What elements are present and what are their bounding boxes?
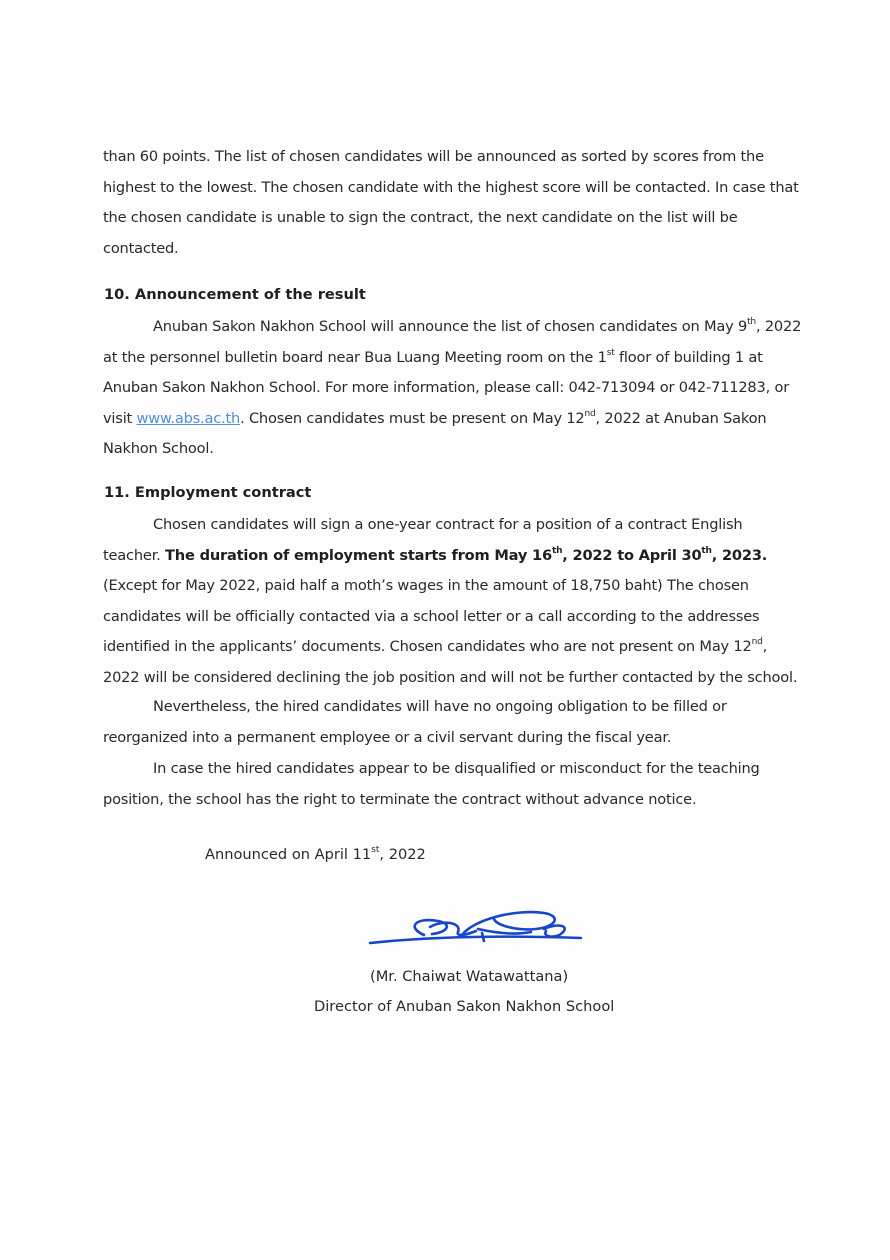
section-10-paragraph: Anuban Sakon Nakhon School will announce the list of chosen candidates on May 9th, 2022 at the personnel bulletin board near Bua Luang Meeting room on the 1st floor of building 1 at Anuban Sakon Nakhon School. For more information, please call: 042-713094 or 042-711283, or visit www.abs.ac.th. Chosen candidates must be present on May 12nd, 2022 at Anuban Sakon Nakhon School. bbox=[103, 317, 802, 457]
signatory-name: (Mr. Chaiwat Watawattana) bbox=[370, 968, 569, 985]
section-10-heading: 10. Announcement of the result bbox=[104, 286, 366, 303]
director-signature bbox=[366, 905, 586, 955]
section-11-heading: 11. Employment contract bbox=[104, 484, 312, 501]
announcement-date: Announced on April 11st, 2022 bbox=[205, 845, 426, 863]
intro-paragraph: than 60 points. The list of chosen candidates will be announced as sorted by scores from the highest to the lowest. The chosen candidate with the highest score will be contacted. In case that the chosen candidate is unable to sign the contract, the next candidate on the list will be contacted. bbox=[103, 148, 799, 257]
employment-duration: The duration of employment starts from May 16th, 2022 to April 30th, 2023. bbox=[165, 545, 768, 564]
section-11-paragraph-2: Nevertheless, the hired candidates will have no ongoing obligation to be filled or reorganized into a permanent employee or a civil servant during the fiscal year. bbox=[103, 698, 727, 746]
section-11-paragraph-3: In case the hired candidates appear to be disqualified or misconduct for the teaching position, the school has the right to terminate the contract without advance notice. bbox=[103, 760, 760, 808]
signatory-title: Director of Anuban Sakon Nakhon School bbox=[314, 998, 615, 1015]
school-website-link[interactable]: www.abs.ac.th bbox=[136, 409, 241, 427]
section-11-paragraph-1: Chosen candidates will sign a one-year contract for a position of a contract English teacher. The duration of employment starts from May 16th, 2022 to April 30th, 2023.(Except for May 2022, paid half a moth’s wages in the amount of 18,750 baht) The chosen candidates will be officially contacted via a school letter or a call according to the addresses identified in the applicants’ documents. Chosen candidates who are not present on May 12nd, 2022 will be considered declining the job position and will not be further contacted by the school. bbox=[103, 516, 798, 686]
